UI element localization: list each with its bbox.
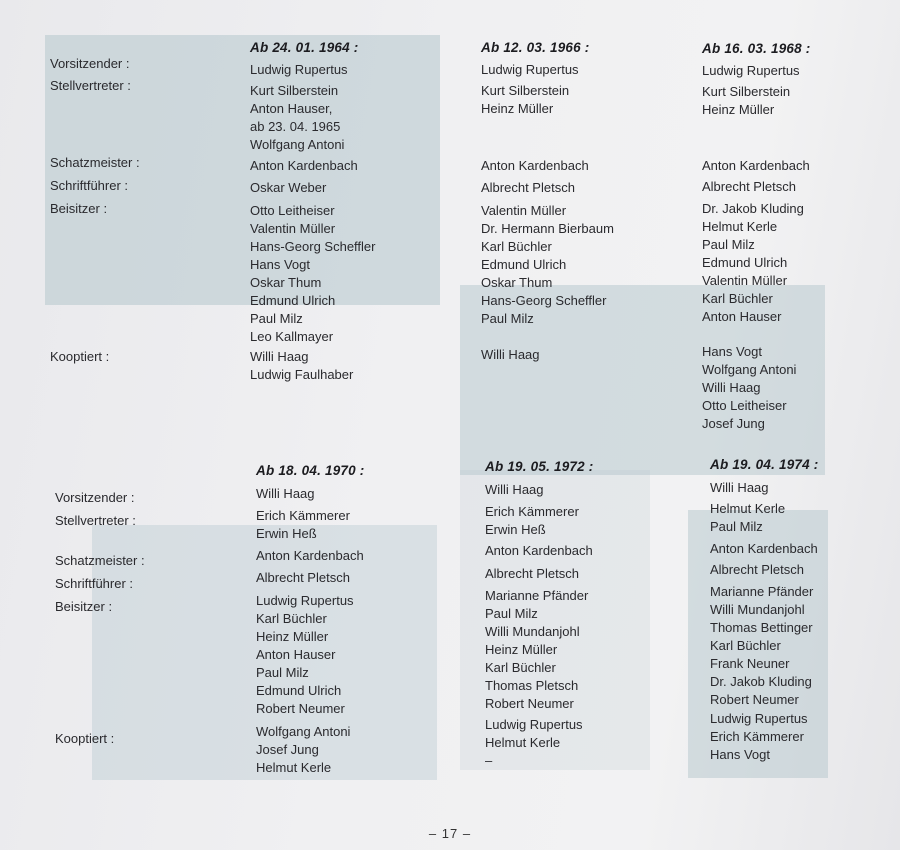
member-name: Helmut Kerle: [702, 219, 778, 234]
member-name: Dr. Jakob Kluding: [710, 674, 812, 689]
period-heading: Ab 18. 04. 1970 :: [256, 463, 365, 478]
member-name: Marianne Pfänder: [710, 584, 814, 599]
member-name: Anton Kardenbach: [710, 541, 818, 556]
member-name: Willi Haag: [702, 380, 761, 395]
member-name: Helmut Kerle: [485, 735, 561, 750]
member-name: Ludwig Rupertus: [710, 711, 808, 726]
member-name: Valentin Müller: [250, 221, 336, 236]
member-name: Dr. Jakob Kluding: [702, 201, 804, 216]
member-name: Willi Mundanjohl: [710, 602, 805, 617]
member-name: Edmund Ulrich: [250, 293, 336, 308]
member-name: Paul Milz: [485, 606, 538, 621]
role-label: Beisitzer :: [55, 599, 113, 614]
role-label: Kooptiert :: [55, 731, 115, 746]
period-heading: Ab 19. 05. 1972 :: [485, 459, 594, 474]
member-name: Willi Haag: [256, 486, 315, 501]
member-name: Ludwig Rupertus: [481, 62, 579, 77]
member-name: Anton Kardenbach: [485, 543, 593, 558]
member-name: Willi Mundanjohl: [485, 624, 580, 639]
member-name: Hans Vogt: [710, 747, 770, 762]
member-name: Kurt Silberstein: [481, 83, 570, 98]
member-name: Otto Leitheiser: [250, 203, 335, 218]
member-name: Ludwig Rupertus: [485, 717, 583, 732]
period-heading: Ab 12. 03. 1966 :: [481, 40, 590, 55]
member-name: Heinz Müller: [485, 642, 558, 657]
member-name: Hans Vogt: [250, 257, 310, 272]
member-name: Willi Haag: [710, 480, 769, 495]
member-name: Thomas Pletsch: [485, 678, 579, 693]
member-name: Oskar Thum: [250, 275, 322, 290]
member-name: Josef Jung: [256, 742, 319, 757]
member-name: Karl Büchler: [485, 660, 556, 675]
member-name: Albrecht Pletsch: [256, 570, 350, 585]
member-name: Dr. Hermann Bierbaum: [481, 221, 614, 236]
member-name: Helmut Kerle: [710, 501, 786, 516]
role-label: Schatzmeister :: [55, 553, 145, 568]
role-label: Stellvertreter :: [50, 78, 131, 93]
member-name: Otto Leitheiser: [702, 398, 787, 413]
member-name: Albrecht Pletsch: [702, 179, 796, 194]
member-name: Willi Haag: [481, 347, 540, 362]
member-name: Anton Hauser,: [250, 101, 333, 116]
member-name: Hans-Georg Scheffler: [250, 239, 376, 254]
member-name: Erich Kämmerer: [256, 508, 350, 523]
member-name: Anton Hauser: [702, 309, 782, 324]
member-name: Oskar Thum: [481, 275, 553, 290]
member-name: Paul Milz: [250, 311, 303, 326]
member-name: Josef Jung: [702, 416, 765, 431]
member-name: Robert Neumer: [710, 692, 799, 707]
period-heading: Ab 19. 04. 1974 :: [710, 457, 819, 472]
member-name: Albrecht Pletsch: [710, 562, 804, 577]
member-name: Erich Kämmerer: [710, 729, 804, 744]
member-name: Ludwig Rupertus: [702, 63, 800, 78]
member-name: Anton Kardenbach: [256, 548, 364, 563]
faded-photo-background: [45, 35, 440, 305]
member-name: Wolfgang Antoni: [250, 137, 345, 152]
member-name: Albrecht Pletsch: [481, 180, 575, 195]
member-name: Ludwig Faulhaber: [250, 367, 354, 382]
member-name: Paul Milz: [481, 311, 534, 326]
member-name: Willi Haag: [250, 349, 309, 364]
member-name: Erich Kämmerer: [485, 504, 579, 519]
member-name: Karl Büchler: [702, 291, 773, 306]
member-name: Wolfgang Antoni: [702, 362, 797, 377]
member-name: Kurt Silberstein: [250, 83, 339, 98]
role-label: Schriftführer :: [50, 178, 129, 193]
member-name: Edmund Ulrich: [702, 255, 788, 270]
member-name: Helmut Kerle: [256, 760, 332, 775]
member-name: Thomas Bettinger: [710, 620, 813, 635]
member-name: Karl Büchler: [710, 638, 781, 653]
member-name: Paul Milz: [702, 237, 755, 252]
member-name: Marianne Pfänder: [485, 588, 589, 603]
member-name: Paul Milz: [256, 665, 309, 680]
member-name: Edmund Ulrich: [256, 683, 342, 698]
member-name: Robert Neumer: [256, 701, 345, 716]
member-name: Ludwig Rupertus: [256, 593, 354, 608]
role-label: Vorsitzender :: [50, 56, 130, 71]
role-label: Beisitzer :: [50, 201, 108, 216]
member-name: Albrecht Pletsch: [485, 566, 579, 581]
member-name: Anton Kardenbach: [481, 158, 589, 173]
member-name: Hans-Georg Scheffler: [481, 293, 607, 308]
member-name: Anton Kardenbach: [702, 158, 810, 173]
member-name: Heinz Müller: [481, 101, 554, 116]
member-name: Leo Kallmayer: [250, 329, 334, 344]
member-name: Karl Büchler: [481, 239, 552, 254]
member-name: Oskar Weber: [250, 180, 327, 195]
member-name: Karl Büchler: [256, 611, 327, 626]
member-name: Valentin Müller: [702, 273, 788, 288]
member-name: Kurt Silberstein: [702, 84, 791, 99]
member-name: Erwin Heß: [485, 522, 546, 537]
member-name: Hans Vogt: [702, 344, 762, 359]
role-label: Kooptiert :: [50, 349, 110, 364]
member-name: Robert Neumer: [485, 696, 574, 711]
period-heading: Ab 24. 01. 1964 :: [250, 40, 359, 55]
member-name: Ludwig Rupertus: [250, 62, 348, 77]
role-label: Schatzmeister :: [50, 155, 140, 170]
member-name: Edmund Ulrich: [481, 257, 567, 272]
role-label: Stellvertreter :: [55, 513, 136, 528]
member-name: –: [485, 753, 493, 768]
member-name: Heinz Müller: [702, 102, 775, 117]
member-name: Heinz Müller: [256, 629, 329, 644]
member-name: Erwin Heß: [256, 526, 317, 541]
member-name: Anton Kardenbach: [250, 158, 358, 173]
member-name: ab 23. 04. 1965: [250, 119, 341, 134]
member-name: Frank Neuner: [710, 656, 790, 671]
member-name: Wolfgang Antoni: [256, 724, 351, 739]
member-name: Valentin Müller: [481, 203, 567, 218]
page-number: – 17 –: [428, 826, 472, 841]
member-name: Willi Haag: [485, 482, 544, 497]
member-name: Anton Hauser: [256, 647, 336, 662]
member-name: Paul Milz: [710, 519, 763, 534]
role-label: Schriftführer :: [55, 576, 134, 591]
role-label: Vorsitzender :: [55, 490, 135, 505]
period-heading: Ab 16. 03. 1968 :: [702, 41, 811, 56]
